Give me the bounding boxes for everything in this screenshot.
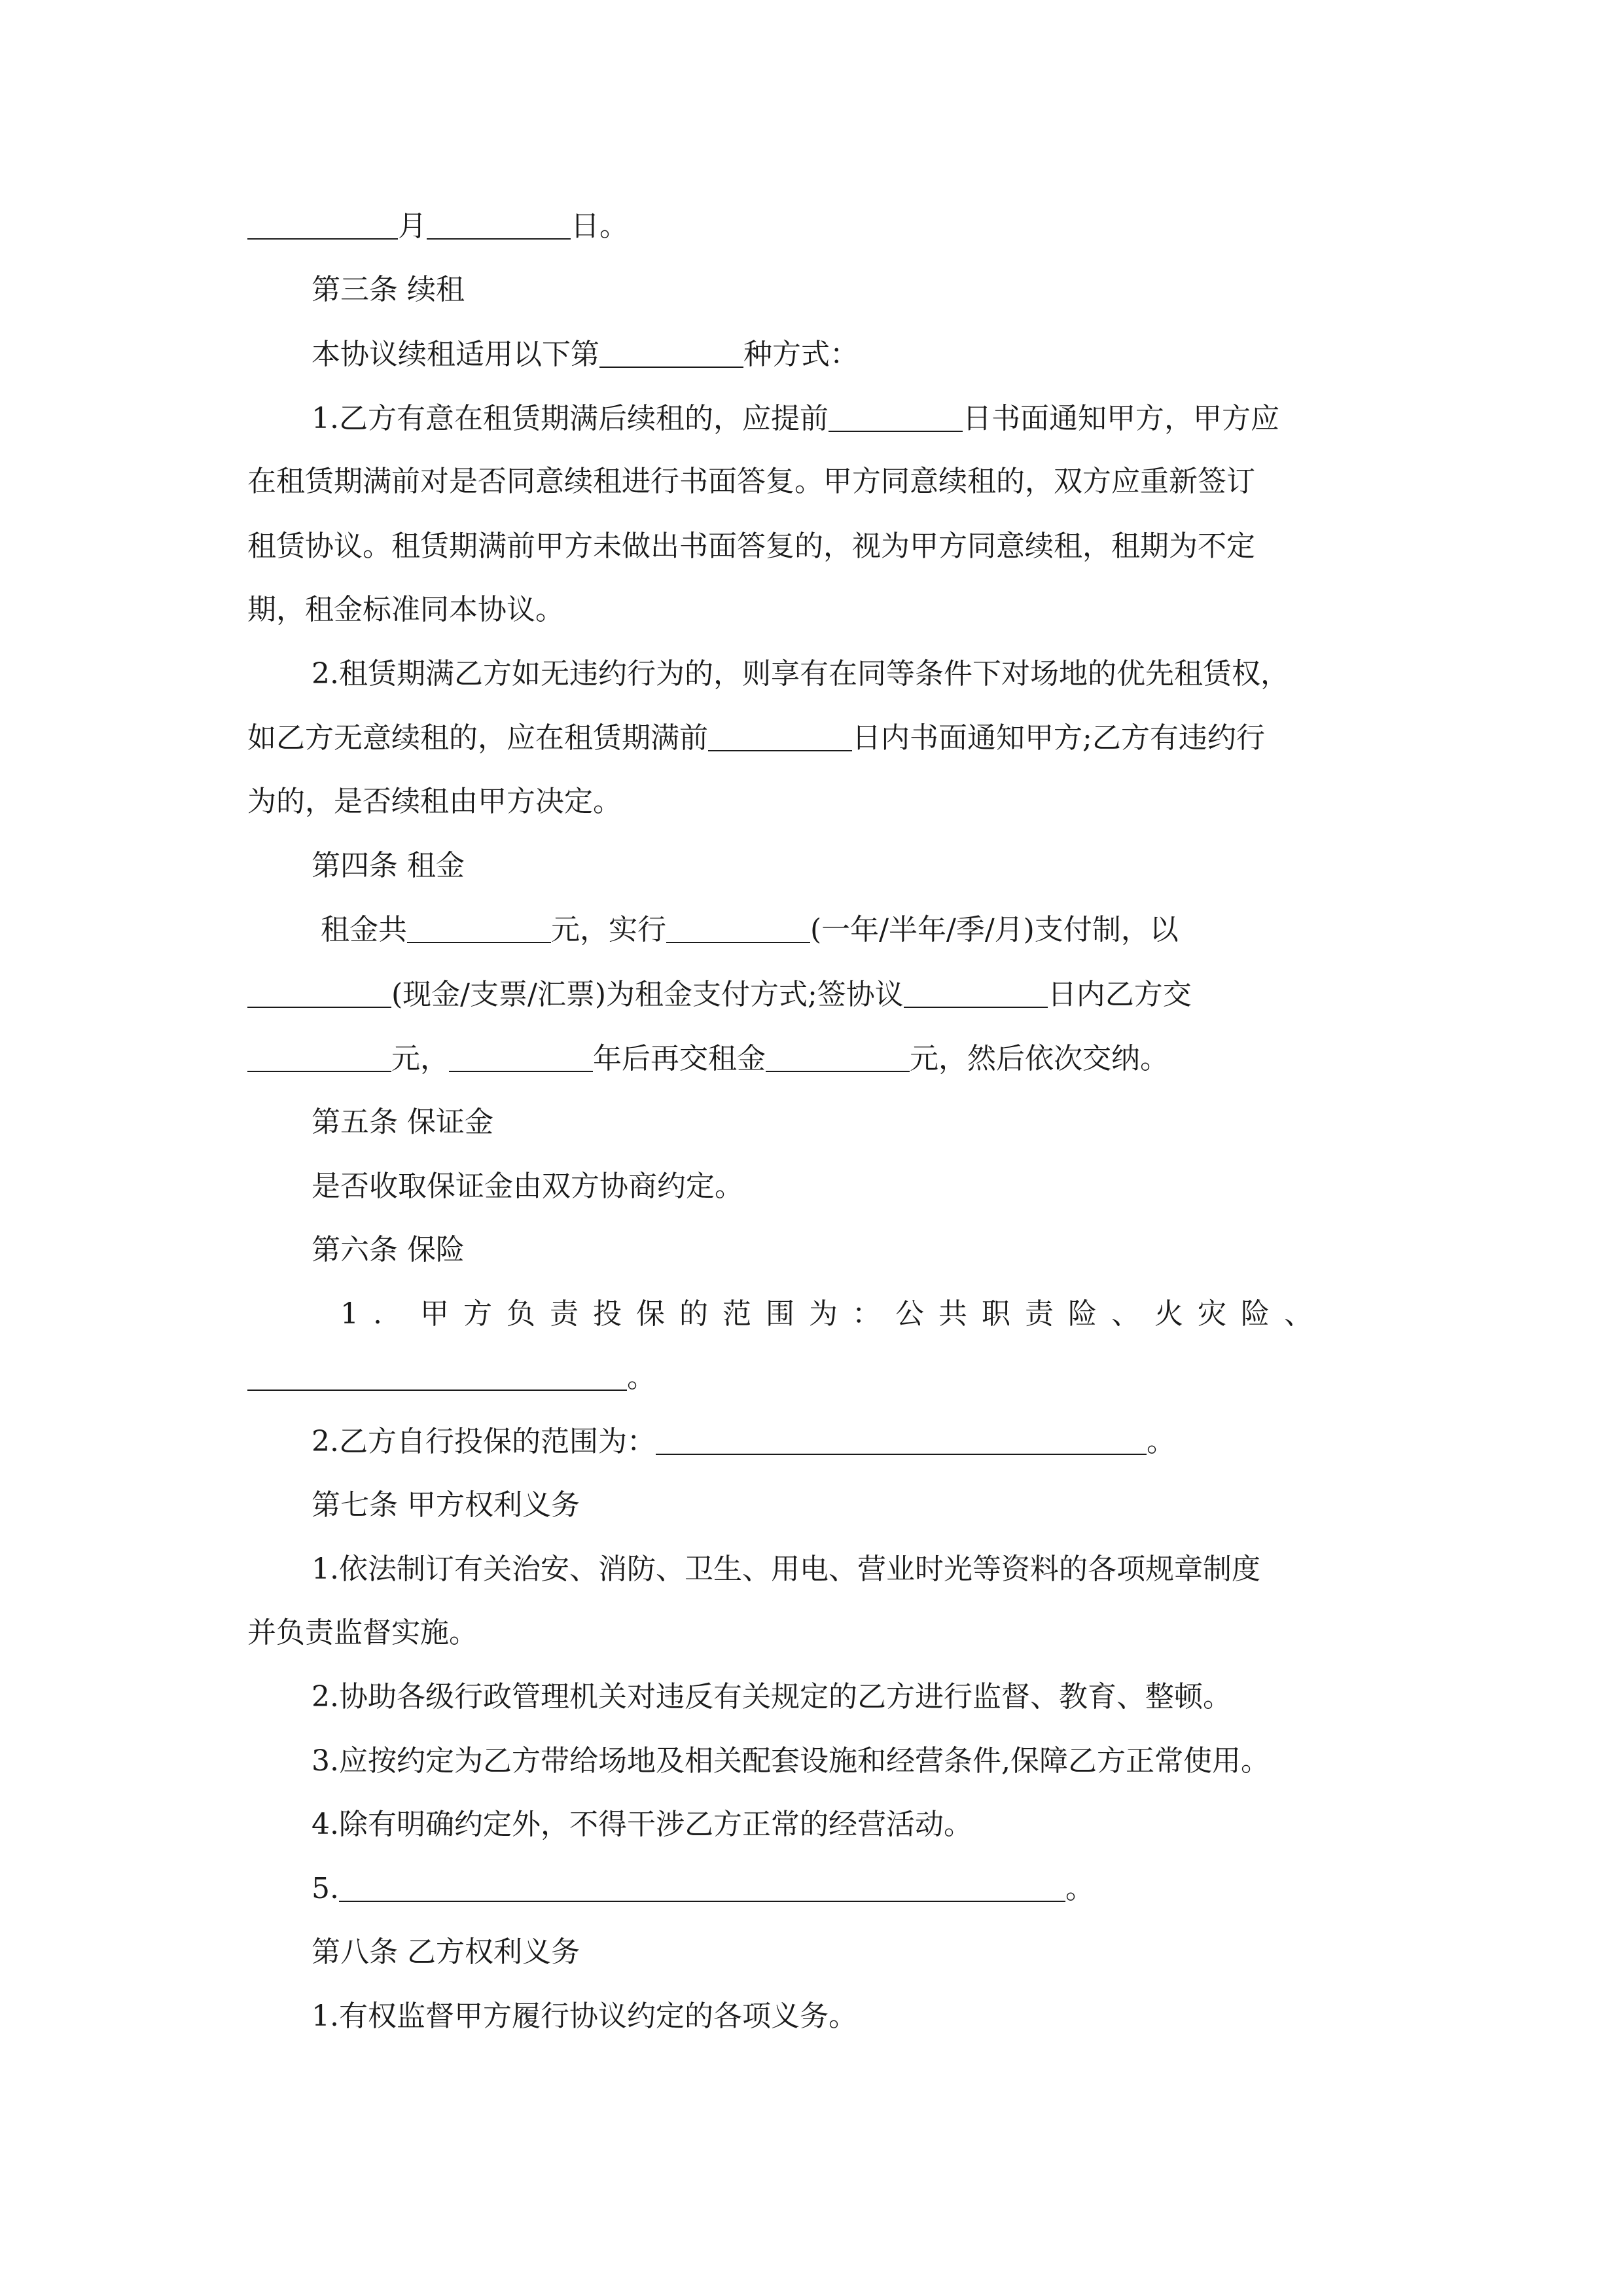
article-3-title: 第三条 续租 — [312, 273, 465, 306]
rent-text: 日内乙方交 — [1047, 978, 1192, 1011]
lessor-duty-4: 4.除有明确约定外，不得干涉乙方正常的经营活动。 — [312, 1808, 972, 1841]
insurance-text: 2.乙方自行投保的范围为： — [312, 1425, 656, 1458]
intro-text-end: 种方式： — [743, 338, 859, 371]
article-4-title: 第四条 租金 — [312, 849, 465, 882]
insurance-scope-blank — [247, 1363, 627, 1391]
lessor-duty-3: 3.应按约定为乙方带给场地及相关配套设施和经营条件,保障乙方正常使用。 — [312, 1744, 1270, 1778]
month-blank — [247, 212, 398, 240]
lessee-right-1: 1.有权监督甲方履行协议约定的各项义务。 — [312, 2000, 857, 2033]
rent-text: 租金共 — [321, 913, 407, 946]
rent-line-1 — [321, 910, 1179, 950]
period: 。 — [627, 1361, 656, 1394]
notice-days-blank — [829, 404, 963, 432]
clause-3-1-line-4: 期，租金标准同本协议。 — [247, 593, 564, 626]
clause-text: 1.乙方有意在租赁期满后续租的，应提前 — [312, 402, 829, 435]
day-label: 日。 — [571, 209, 628, 243]
clause-number: 5. — [312, 1872, 339, 1905]
sign-days-blank — [904, 980, 1048, 1008]
lessor-duty-1-line-1: 1.依法制订有关治安、消防、卫生、用电、营业时光等资料的各项规章制度 — [312, 1552, 1260, 1586]
clause-text: 如乙方无意续租的，应在租赁期满前 — [247, 721, 708, 755]
clause-3-1-line-3: 租赁协议。租赁期满前甲方未做出书面答复的，视为甲方同意续租，租期为不定 — [247, 529, 1255, 563]
lessor-duty-1-line-2: 并负责监督实施。 — [247, 1616, 478, 1649]
clause-3-2-line-1: 2.租赁期满乙方如无违约行为的，则享有在同等条件下对场地的优先租赁权， — [312, 657, 1289, 691]
month-label: 月 — [398, 209, 427, 243]
rent-text: 年后再交租金 — [593, 1042, 766, 1075]
rent-text: 元， — [391, 1042, 449, 1075]
insurance-clause-1-cont — [247, 1358, 656, 1397]
date-line — [247, 207, 628, 246]
insurance-clause-1 — [340, 1295, 1327, 1334]
payment-cycle-blank — [666, 916, 810, 943]
lessor-duty-2: 2.协助各级行政管理机关对违反有关规定的乙方进行监督、教育、整顿。 — [312, 1680, 1232, 1713]
clause-3-2-line-2 — [247, 719, 1265, 758]
lessor-duty-blank — [339, 1874, 1065, 1902]
method-blank — [599, 340, 743, 368]
rent-text: (一年/半年/季/月)支付制，以 — [810, 913, 1179, 946]
article-8-title: 第八条 乙方权利义务 — [312, 1935, 580, 1969]
article-5-title: 第五条 保证金 — [312, 1105, 493, 1139]
clause-text: 日书面通知甲方，甲方应 — [962, 402, 1279, 435]
clause-3-1-line-1 — [312, 399, 1279, 439]
article-5-body: 是否收取保证金由双方协商约定。 — [312, 1170, 743, 1203]
clause-3-1-line-2: 在租赁期满前对是否同意续租进行书面答复。甲方同意续租的，双方应重新签订 — [247, 465, 1255, 498]
rent-text: 元，实行 — [551, 913, 666, 946]
rent-total-blank — [407, 916, 551, 943]
first-payment-blank — [247, 1045, 391, 1072]
rent-text: 元，然后依次交纳。 — [910, 1042, 1169, 1075]
article-3-intro — [312, 335, 859, 374]
next-payment-blank — [766, 1045, 910, 1072]
payment-method-blank — [247, 980, 391, 1008]
day-blank — [427, 212, 571, 240]
years-blank — [449, 1045, 593, 1072]
rent-line-2 — [247, 975, 1192, 1014]
period: 。 — [1146, 1425, 1175, 1458]
insurance-scope-blank-2 — [656, 1427, 1147, 1455]
lessor-duty-5 — [312, 1869, 1094, 1909]
intro-text: 本协议续租适用以下第 — [312, 338, 599, 371]
period: 。 — [1065, 1872, 1094, 1905]
clause-3-2-line-3: 为的，是否续租由甲方决定。 — [247, 785, 622, 818]
notice-days-blank-2 — [708, 724, 852, 751]
clause-text: 日内书面通知甲方;乙方有违约行 — [852, 721, 1265, 755]
insurance-text: 1. 甲方负责投保的范围为：公共职责险、火灾险、 — [340, 1297, 1327, 1331]
rent-text: (现金/支票/汇票)为租金支付方式;签协议 — [391, 978, 904, 1011]
article-7-title: 第七条 甲方权利义务 — [312, 1488, 580, 1522]
insurance-clause-2 — [312, 1422, 1175, 1462]
rent-line-3 — [247, 1039, 1169, 1079]
article-6-title: 第六条 保险 — [312, 1233, 465, 1266]
